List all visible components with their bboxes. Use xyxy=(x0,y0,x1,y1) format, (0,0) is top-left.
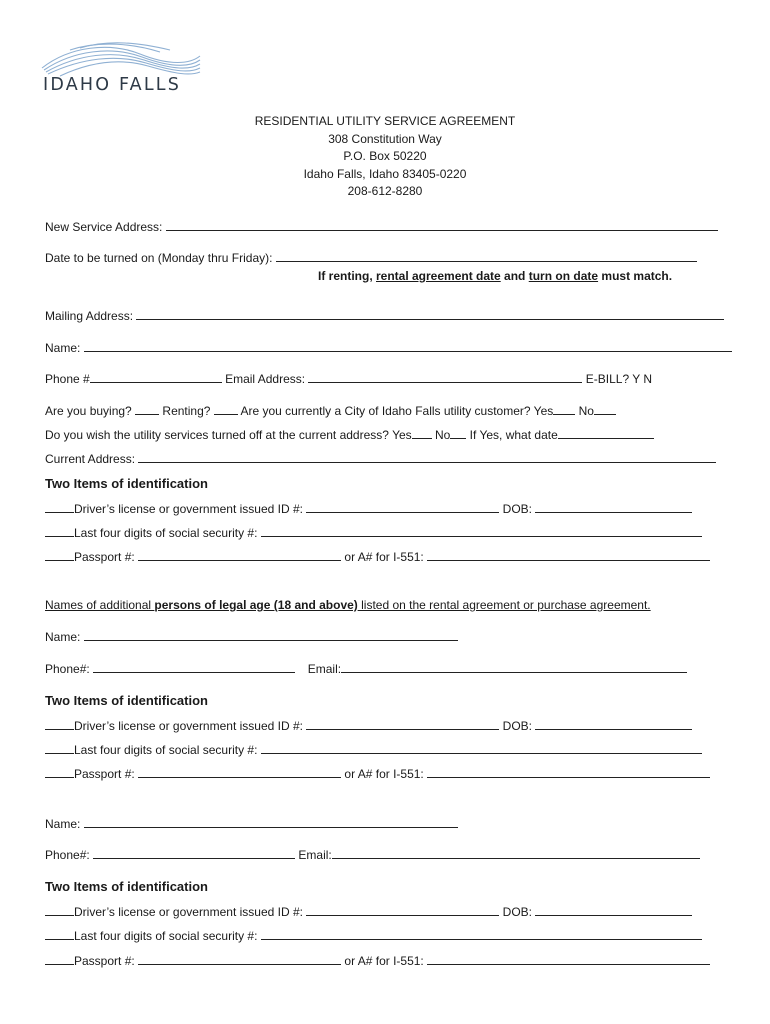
additional-prefix: Names of additional xyxy=(45,598,155,612)
additional-email-field[interactable] xyxy=(332,847,700,859)
phone-label: Phone # xyxy=(45,372,90,386)
additional-name-label: Name: xyxy=(45,817,81,831)
note-suffix: must match. xyxy=(598,269,673,283)
drivers-license-field[interactable] xyxy=(306,904,499,916)
drivers-license-label: Driver’s license or government issued ID #: xyxy=(74,719,303,733)
customer-yes-field[interactable] xyxy=(553,403,575,415)
ssn-row xyxy=(45,525,702,541)
drivers-license-check[interactable] xyxy=(45,904,74,916)
current-address-row xyxy=(45,451,716,467)
drivers-license-field[interactable] xyxy=(306,501,499,513)
additional-name-field[interactable] xyxy=(84,629,458,641)
customer-no-field[interactable] xyxy=(594,403,616,415)
note-prefix: If renting, xyxy=(318,269,376,283)
phone-email-row xyxy=(45,371,652,387)
id-section-title: Two Items of identification xyxy=(45,693,208,708)
passport-check[interactable] xyxy=(45,953,74,965)
renting-note xyxy=(318,269,672,283)
ssn-field[interactable] xyxy=(261,525,702,537)
drivers-license-row xyxy=(45,501,692,517)
turn-off-no-label: No xyxy=(431,428,451,442)
a-number-label: or A# for I-551: xyxy=(344,954,424,968)
email-label: Email Address: xyxy=(225,372,306,386)
city-logo xyxy=(40,42,205,97)
new-service-address-field[interactable] xyxy=(166,219,718,231)
drivers-license-check[interactable] xyxy=(45,501,74,513)
additional-suffix: listed on the rental agreement or purchase agreement. xyxy=(357,598,651,612)
passport-field[interactable] xyxy=(138,953,341,965)
dob-field[interactable] xyxy=(535,718,692,730)
id-section-title: Two Items of identification xyxy=(45,879,208,894)
ssn-label: Last four digits of social security #: xyxy=(74,526,258,540)
date-turned-on-row xyxy=(45,250,697,266)
name-label: Name: xyxy=(45,341,81,355)
drivers-license-row xyxy=(45,904,692,920)
document-title: RESIDENTIAL UTILITY SERVICE AGREEMENT xyxy=(254,114,516,128)
dob-label: DOB: xyxy=(502,905,533,919)
mailing-address-label: Mailing Address: xyxy=(45,309,134,323)
header-address-line-1: 308 Constitution Way xyxy=(328,131,442,146)
a-number-field[interactable] xyxy=(427,953,710,965)
additional-email-label: Email: xyxy=(298,848,332,862)
a-number-field[interactable] xyxy=(427,766,710,778)
phone-field[interactable] xyxy=(90,371,222,383)
mailing-address-field[interactable] xyxy=(136,308,724,320)
note-and: and xyxy=(500,269,529,283)
turn-off-label: Do you wish the utility services turned off at the current address? Yes xyxy=(45,428,412,442)
buying-field[interactable] xyxy=(135,403,159,415)
a-number-label: or A# for I-551: xyxy=(344,550,424,564)
customer-no-label: No xyxy=(575,404,594,418)
additional-phone-row-1 xyxy=(45,661,687,677)
passport-check[interactable] xyxy=(45,549,74,561)
buying-label: Are you buying? xyxy=(45,404,136,418)
ssn-check[interactable] xyxy=(45,928,74,940)
passport-field[interactable] xyxy=(138,766,341,778)
ssn-row xyxy=(45,742,702,758)
a-number-label: or A# for I-551: xyxy=(344,767,424,781)
dob-label: DOB: xyxy=(502,719,533,733)
drivers-license-label: Driver’s license or government issued ID #: xyxy=(74,905,303,919)
ssn-field[interactable] xyxy=(261,742,702,754)
drivers-license-check[interactable] xyxy=(45,718,74,730)
note-rental-date: rental agreement date xyxy=(376,269,501,283)
header-address-line-3: Idaho Falls, Idaho 83405-0220 xyxy=(303,166,467,181)
passport-check[interactable] xyxy=(45,766,74,778)
ssn-check[interactable] xyxy=(45,525,74,537)
passport-field[interactable] xyxy=(138,549,341,561)
additional-bold: persons of legal age (18 and above) xyxy=(154,598,358,612)
id-section-title: Two Items of identification xyxy=(45,476,208,491)
additional-phone-field[interactable] xyxy=(93,847,295,859)
mailing-address-row xyxy=(45,308,724,324)
logo-text: IDAHO FALLS xyxy=(43,75,182,95)
turn-off-no-field[interactable] xyxy=(450,427,466,439)
a-number-field[interactable] xyxy=(427,549,710,561)
if-yes-label: If Yes, what date xyxy=(466,428,558,442)
ebill-label: E-BILL? Y N xyxy=(585,372,653,386)
additional-email-label: Email: xyxy=(307,662,342,676)
passport-label: Passport #: xyxy=(74,954,135,968)
document-header xyxy=(0,113,770,201)
new-service-address-row xyxy=(45,219,718,235)
note-turn-on-date: turn on date xyxy=(528,269,599,283)
passport-label: Passport #: xyxy=(74,767,135,781)
turn-off-row xyxy=(45,427,654,443)
dob-field[interactable] xyxy=(535,904,692,916)
drivers-license-field[interactable] xyxy=(306,718,499,730)
additional-name-field[interactable] xyxy=(84,816,458,828)
renting-label: Renting? xyxy=(159,404,214,418)
name-row xyxy=(45,340,732,356)
ssn-label: Last four digits of social security #: xyxy=(74,743,258,757)
additional-phone-field[interactable] xyxy=(93,661,295,673)
buying-renting-row xyxy=(45,403,616,419)
header-address-line-2: P.O. Box 50220 xyxy=(343,149,427,163)
ssn-row xyxy=(45,928,702,944)
email-field[interactable] xyxy=(308,371,582,383)
additional-phone-row-2 xyxy=(45,847,700,863)
date-turned-on-field[interactable] xyxy=(276,250,697,262)
turn-off-date-field[interactable] xyxy=(558,427,654,439)
additional-name-label: Name: xyxy=(45,630,81,644)
name-field[interactable] xyxy=(84,340,732,352)
ssn-label: Last four digits of social security #: xyxy=(74,929,258,943)
dob-field[interactable] xyxy=(535,501,692,513)
passport-row xyxy=(45,766,710,782)
additional-email-field[interactable] xyxy=(341,661,687,673)
drivers-license-label: Driver’s license or government issued ID #: xyxy=(74,502,303,516)
additional-persons-heading xyxy=(45,597,651,613)
current-address-label: Current Address: xyxy=(45,452,136,466)
ssn-field[interactable] xyxy=(261,928,702,940)
date-turned-on-label: Date to be turned on (Monday thru Friday): xyxy=(45,251,273,265)
passport-row xyxy=(45,953,710,969)
additional-phone-label: Phone#: xyxy=(45,848,90,862)
additional-name-row-2 xyxy=(45,816,458,832)
dob-label: DOB: xyxy=(502,502,533,516)
turn-off-yes-field[interactable] xyxy=(412,427,432,439)
additional-phone-label: Phone#: xyxy=(45,662,90,676)
passport-row xyxy=(45,549,710,565)
ssn-check[interactable] xyxy=(45,742,74,754)
customer-label: Are you currently a City of Idaho Falls utility customer? Yes xyxy=(237,404,554,418)
drivers-license-row xyxy=(45,718,692,734)
passport-label: Passport #: xyxy=(74,550,135,564)
current-address-field[interactable] xyxy=(138,451,716,463)
header-phone: 208-612-8280 xyxy=(347,184,423,198)
new-service-address-label: New Service Address: xyxy=(45,220,163,234)
renting-field[interactable] xyxy=(214,403,238,415)
additional-name-row-1 xyxy=(45,629,458,645)
